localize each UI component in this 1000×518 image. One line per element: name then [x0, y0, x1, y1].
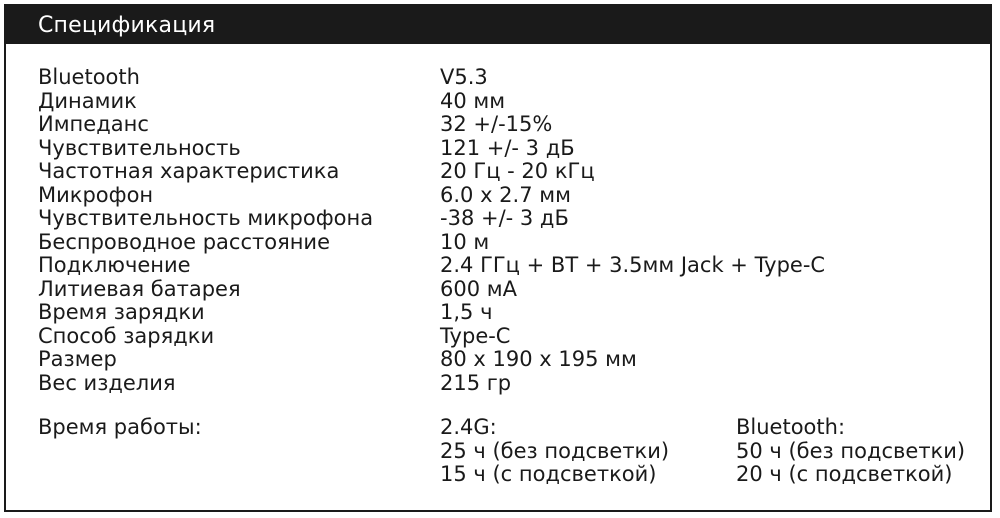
spec-value: V5.3	[440, 65, 488, 89]
runtime-bt-without-backlight: 50 ч (без подсветки)	[736, 438, 966, 463]
spec-row-weight	[38, 372, 978, 396]
spec-row-microphone-sensitivity	[38, 207, 978, 231]
spec-value: -38 +/- 3 дБ	[440, 206, 569, 230]
spec-value: 32 +/-15%	[440, 112, 553, 136]
runtime-label: Время работы:	[38, 415, 202, 439]
spec-value: 80 x 190 x 195 мм	[440, 347, 637, 371]
runtime-bluetooth-column	[736, 416, 965, 487]
spec-label: Беспроводное расстояние	[38, 229, 331, 254]
spec-label: Вес изделия	[38, 370, 176, 395]
spec-value: 121 +/- 3 дБ	[440, 135, 575, 160]
spec-label: Импеданс	[38, 112, 149, 136]
spec-value: 10 м	[440, 229, 490, 254]
spec-value: 40 мм	[440, 88, 506, 113]
spec-label: Частотная характеристика	[38, 159, 340, 183]
spec-row-charging-method	[38, 325, 978, 349]
spec-header-title: Спецификация	[6, 6, 990, 44]
spec-label: Микрофон	[38, 182, 154, 207]
spec-row-frequency-response	[38, 160, 978, 184]
spec-row-microphone	[38, 184, 978, 208]
spec-row-sensitivity	[38, 137, 978, 161]
spec-row-charging-time	[38, 301, 978, 325]
spec-value: 215 гр	[440, 370, 512, 395]
spec-value: 600 мА	[440, 276, 517, 301]
spec-table	[38, 66, 978, 395]
spec-row-speaker	[38, 90, 978, 114]
runtime-24g-without-backlight: 25 ч (без подсветки)	[440, 438, 670, 463]
runtime-24g-with-backlight: 15 ч (с подсветкой)	[440, 462, 657, 486]
spec-row-connection	[38, 254, 978, 278]
spec-label: Литиевая батарея	[38, 276, 241, 301]
spec-value: 2.4 ГГц + ВТ + 3.5мм Jack + Type-C	[440, 253, 826, 277]
spec-value: 6.0 x 2.7 мм	[440, 182, 571, 207]
spec-row-size	[38, 348, 978, 372]
runtime-bt-with-backlight: 20 ч (с подсветкой)	[736, 462, 953, 486]
spec-value: Type-C	[440, 323, 511, 348]
spec-row-wireless-range	[38, 231, 978, 255]
spec-label: Время зарядки	[38, 300, 205, 324]
spec-value: 1,5 ч	[440, 300, 493, 324]
spec-row-impedance	[38, 113, 978, 137]
spec-label: Способ зарядки	[38, 323, 215, 348]
spec-label: Динамик	[38, 88, 137, 113]
spec-label: Чувствительность	[38, 135, 241, 160]
runtime-24g-title: 2.4G:	[440, 415, 497, 439]
spec-label: Чувствительность микрофона	[38, 206, 374, 230]
spec-card	[4, 4, 992, 512]
runtime-bt-title: Bluetooth:	[736, 415, 846, 439]
runtime-24g-column	[440, 416, 669, 487]
spec-label: Bluetooth	[38, 65, 140, 89]
spec-row-bluetooth	[38, 66, 978, 90]
spec-label: Размер	[38, 347, 117, 371]
spec-value: 20 Гц - 20 кГц	[440, 159, 595, 183]
spec-row-battery	[38, 278, 978, 302]
spec-label: Подключение	[38, 253, 191, 277]
